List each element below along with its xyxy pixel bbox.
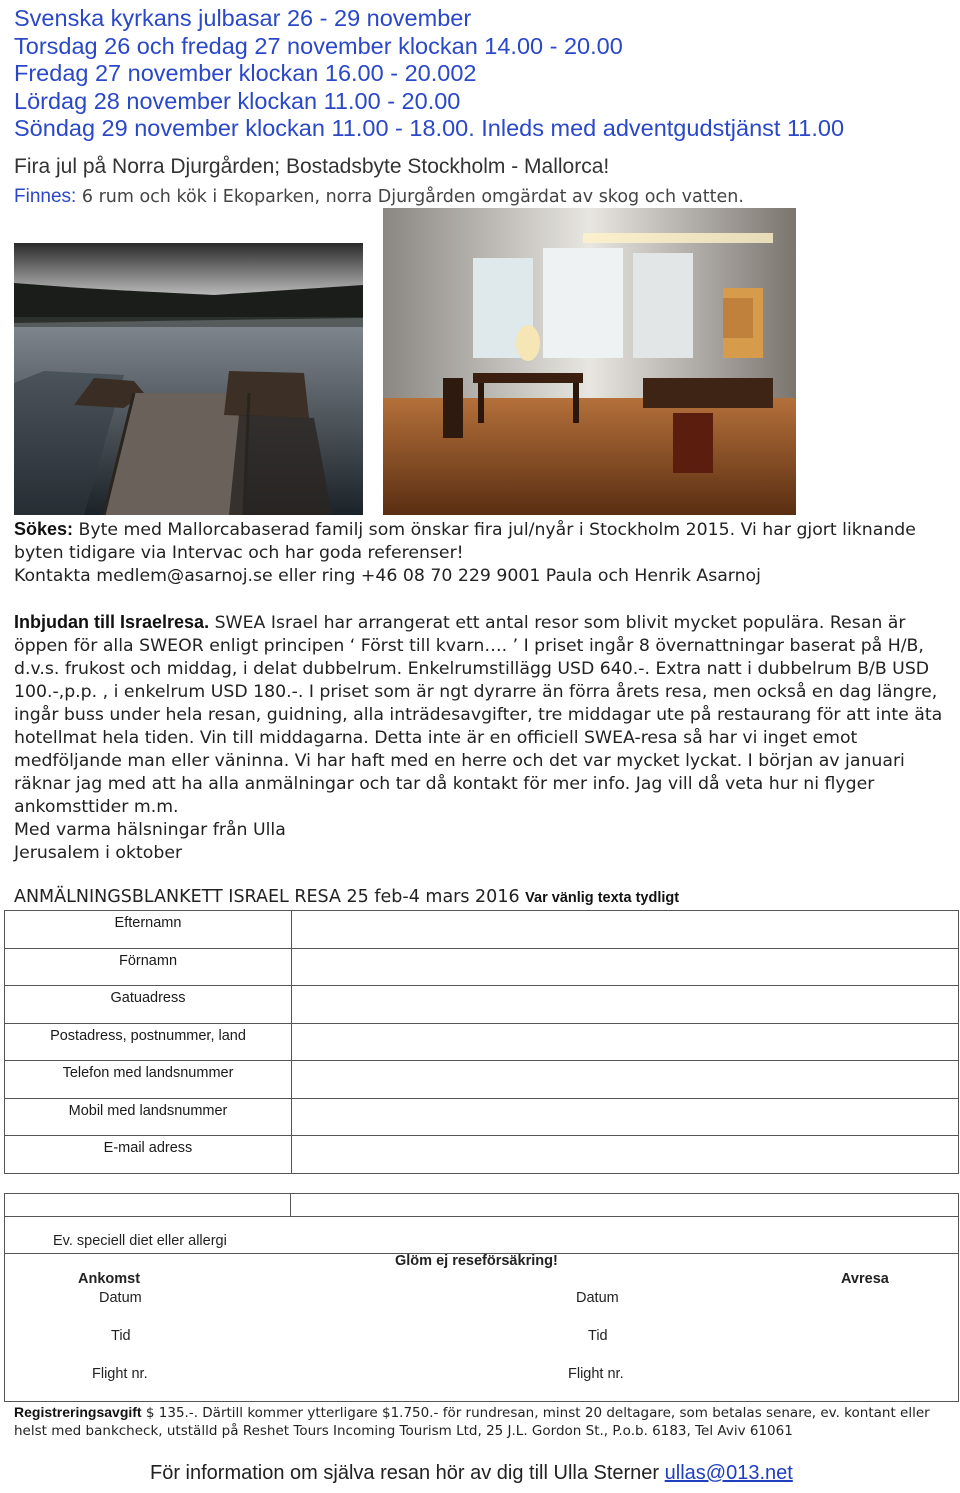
- israel-line: öppen för alla SWEOR enligt principen ‘ Först till kvarn…. ’ I priset ingår 8 övernattningar baserat på H/B,: [14, 636, 924, 656]
- israel-line: hotellmat hela tiden. Vin till middagarna. Detta inte är en officiell SWEA-resa så har vi inget emot: [14, 728, 858, 748]
- arrival-date-label: Datum: [99, 1290, 142, 1306]
- arrival-time-label: Tid: [111, 1328, 131, 1344]
- israel-line: 100.-,p.p. , i enkelrum USD 180.-. I priset som är ngt dyrarre än förra årets resa, men också en dag längre,: [14, 682, 938, 702]
- telefon-input[interactable]: [292, 1061, 959, 1099]
- field-label-fornamn: Förnamn: [5, 948, 292, 986]
- apartment-photo: [383, 208, 796, 515]
- israel-line: ankomsttider m.m.: [14, 797, 179, 817]
- departure-date-label: Datum: [576, 1290, 619, 1306]
- registration-info: [14, 1403, 930, 1440]
- travel-details-box: [4, 1193, 959, 1402]
- swap-wanted: [14, 518, 916, 588]
- israel-line: Med varma hälsningar från Ulla: [14, 820, 286, 840]
- lake-photo: [14, 243, 363, 515]
- registration-label: Registreringsavgift: [14, 1404, 142, 1420]
- israel-line: Jerusalem i oktober: [14, 843, 183, 863]
- field-label-efternamn: Efternamn: [5, 911, 292, 949]
- departure-heading: Avresa: [841, 1271, 889, 1287]
- sokes-line: byten tidigare via Intervac och har goda referenser!: [14, 543, 464, 563]
- sokes-label: Sökes:: [14, 519, 74, 539]
- form-row: [5, 1098, 959, 1136]
- form-row: [5, 948, 959, 986]
- finnes-text: 6 rum och kök i Ekoparken, norra Djurgården omgärdat av skog och vatten.: [76, 187, 744, 207]
- heading-line: Torsdag 26 och fredag 27 november klockan 14.00 - 20.00: [14, 32, 623, 59]
- heading-line: Lördag 28 november klockan 11.00 - 20.00: [14, 87, 461, 114]
- insurance-reminder: Glöm ej reseförsäkring!: [395, 1253, 558, 1269]
- heading-line: Svenska kyrkans julbasar 26 - 29 november: [14, 5, 472, 31]
- swap-offer: [14, 186, 744, 208]
- field-label-gatuadress: Gatuadress: [5, 986, 292, 1024]
- form-title-text: ANMÄLNINGSBLANKETT ISRAEL RESA 25 feb-4 mars 2016: [14, 887, 526, 907]
- diet-top-input-right[interactable]: [291, 1194, 958, 1216]
- form-title-note: Var vänlig texta tydligt: [525, 890, 680, 906]
- israel-line: räknar jag med att ha alla anmälningar och tar då kontakt för mer info. Jag vill då veta hur ni flyger: [14, 774, 875, 794]
- heading-line: Fredag 27 november klockan 16.00 - 20.002: [14, 60, 477, 86]
- form-row: [5, 1136, 959, 1174]
- heading-line: Söndag 29 november klockan 11.00 - 18.00. Inleds med adventgudstjänst 11.00: [14, 115, 845, 141]
- registration-text: $ 135.-. Därtill kommer ytterligare $1.750.- för rundresan, minst 20 deltagare, som betalas senare, ev. kontant eller: [141, 1405, 930, 1421]
- diet-top-input[interactable]: [5, 1194, 290, 1216]
- registration-form-table: [4, 910, 959, 1174]
- israel-text: SWEA Israel har arrangerat ett antal resor som blivit mycket populära. Resan är: [209, 613, 906, 633]
- divider: [5, 1216, 958, 1217]
- form-row: [5, 1061, 959, 1099]
- email-input[interactable]: [292, 1136, 959, 1174]
- form-row: [5, 986, 959, 1024]
- diet-label: Ev. speciell diet eller allergi: [53, 1233, 227, 1249]
- departure-flight-label: Flight nr.: [568, 1366, 624, 1382]
- israel-line: medföljande man eller väninna. Vi har haft med en herre och det var mycket lyckat. I början av januari: [14, 751, 905, 771]
- sokes-text: Byte med Mallorcabaserad familj som önskar fira jul/nyår i Stockholm 2015. Vi har gjort liknande: [73, 520, 916, 540]
- mobil-input[interactable]: [292, 1098, 959, 1136]
- postadress-input[interactable]: [292, 1023, 959, 1061]
- field-label-email: E-mail adress: [5, 1136, 292, 1174]
- swap-title: Fira jul på Norra Djurgården; Bostadsbyte Stockholm - Mallorca!: [14, 155, 610, 178]
- gatuadress-input[interactable]: [292, 986, 959, 1024]
- finnes-label: Finnes:: [14, 186, 77, 207]
- registration-line: helst med bankcheck, utställd på Reshet Tours Incoming Tourism Ltd, 25 J.L. Gordon St., P.o.b. 6183, Tel Aviv 61061: [14, 1423, 793, 1439]
- israel-line: d.v.s. frukost och middag, i delat dubbelrum. Enkelrumstillägg USD 640.-. Extra natt i dubbelrum B/B USD: [14, 659, 930, 679]
- efternamn-input[interactable]: [292, 911, 959, 949]
- form-row: [5, 911, 959, 949]
- israel-title: Inbjudan till Israelresa.: [14, 612, 210, 632]
- field-label-mobil: Mobil med landsnummer: [5, 1098, 292, 1136]
- footer-text: För information om själva resan hör av dig till Ulla Sterner: [150, 1462, 665, 1484]
- event-heading: [14, 5, 844, 143]
- departure-time-label: Tid: [588, 1328, 608, 1344]
- fornamn-input[interactable]: [292, 948, 959, 986]
- form-row: [5, 1023, 959, 1061]
- israel-invitation: [14, 611, 942, 865]
- footer-email-link[interactable]: ullas@013.net: [664, 1462, 793, 1484]
- israel-line: ingår buss under hela resan, guidning, alla inträdesavgifter, tre middagar ute på restaurang för att inte äta: [14, 705, 943, 725]
- field-label-postadress: Postadress, postnummer, land: [5, 1023, 292, 1061]
- footer-info: [150, 1462, 793, 1485]
- swap-contact: Kontakta medlem@asarnoj.se eller ring +46 08 70 229 9001 Paula och Henrik Asarnoj: [14, 566, 761, 586]
- field-label-telefon: Telefon med landsnummer: [5, 1061, 292, 1099]
- form-title: [14, 887, 679, 907]
- arrival-heading: Ankomst: [78, 1271, 141, 1287]
- arrival-flight-label: Flight nr.: [92, 1366, 148, 1382]
